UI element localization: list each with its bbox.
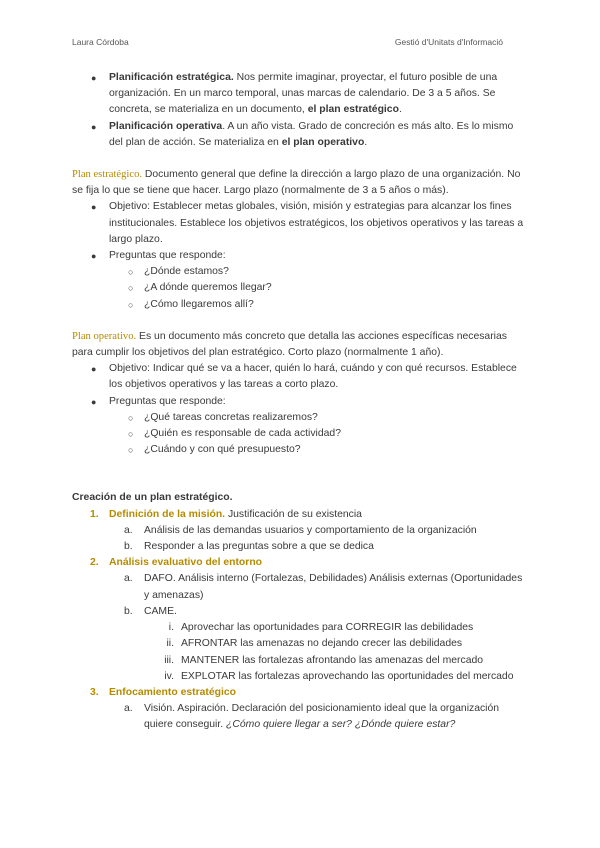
question-text: ¿Qué tareas concretas realizaremos? [144,411,318,423]
bullet-marker: ● [91,121,97,132]
sub-text: Visión. Aspiración. Declaración del posicionamiento ideal que la organización quiere conseguir. [144,703,500,731]
sub-text: CAME. [144,605,177,617]
term-label: Plan operativo. [72,330,137,342]
term-label: Plan estratégico. [72,169,143,181]
term-highlight: el plan operativo [281,136,365,148]
circle-marker: ○ [128,299,134,310]
header-subject: Gestió d'Unitats d'Informació [394,37,503,47]
term-highlight: el plan estratégico [307,104,399,116]
sub-item [72,539,528,555]
question-text: ¿Quién es responsable de cada actividad? [144,428,341,440]
sub-marker: b. [124,541,133,553]
question-item [72,426,528,442]
header-author: Laura Córdoba [72,37,129,47]
item-text-end: . [364,136,368,148]
roman-marker: i. [168,622,174,634]
step-item [72,555,528,571]
circle-marker: ○ [128,445,134,456]
step-title: Análisis evaluativo del entorno [109,557,263,569]
sub-marker: a. [124,524,133,536]
roman-marker: ii. [166,638,174,650]
step-item [72,507,528,523]
step-title: Enfocamiento estratégico [109,686,237,698]
question-text: ¿Cómo llegaremos allí? [144,298,254,310]
bullet-marker: ● [91,73,97,83]
list-item [72,248,528,264]
list-item [72,199,528,248]
objective-text: Objetivo: Establecer metas globales, visión, misión y estrategias para alcanzar los fines institucionales. Establece los objetivos estratégicos, los objetivos operativos y las tareas a largo plazo. [109,201,524,245]
creation-steps [72,507,528,734]
questions-label: Preguntas que responde: [109,250,226,262]
list-item [72,70,528,119]
circle-marker: ○ [128,429,134,440]
roman-marker: iii. [164,654,174,666]
question-item [72,297,528,313]
plan-estrategico-list [72,199,528,312]
objective-text: Objetivo: Indicar qué se va a hacer, quién lo hará, cuándo y con qué recursos. Establece los objetivos operativos y las tareas a corto plazo. [109,363,517,391]
circle-marker: ○ [128,412,134,423]
sub-item [72,523,528,539]
sub-text: Análisis de las demandas usuarios y comportamiento de la organización [144,524,477,536]
section-heading: Creación de un plan estratégico. [72,492,233,504]
plan-estrategico-definition [72,167,528,199]
plan-operativo-list [72,361,528,458]
plan-operativo-definition [72,329,528,361]
step-number: 1. [90,508,99,520]
term-label: Planificación operativa [109,120,223,132]
term-label: Planificación estratégica. [109,72,234,83]
step-title: Definición de la misión. [109,508,226,520]
question-item [72,264,528,280]
intro-list [72,70,528,151]
question-text: ¿A dónde queremos llegar? [144,282,272,294]
definition-text: Documento general que define la dirección a largo plazo de una organización. No se fija lo que se tiene que hacer. Largo plazo (normalmente de 3 a 5 años o más). [72,169,521,197]
roman-text: EXPLOTAR las fortalezas aprovechando las oportunidades del mercado [181,670,514,682]
roman-item [72,653,528,669]
list-item [72,394,528,410]
circle-marker: ○ [128,267,134,278]
question-text: ¿Dónde estamos? [144,266,229,278]
question-item [72,280,528,296]
step-item [72,685,528,701]
bullet-marker: ● [91,202,97,213]
roman-marker: iv. [164,670,174,682]
sub-text: Responder a las preguntas sobre a que se dedica [144,541,374,553]
step-number: 2. [90,557,99,569]
list-item [72,119,528,151]
sub-marker: a. [124,573,133,585]
bullet-marker: ● [91,396,97,407]
bullet-marker: ● [91,364,97,375]
bullet-marker: ● [91,251,97,262]
roman-text: AFRONTAR las amenazas no dejando crecer las debilidades [181,638,463,650]
sub-marker: a. [124,703,133,715]
question-item [72,410,528,426]
item-text: Nos permite imaginar, proyectar, el futuro posible de una organización. En un marco temporal, unas marcas de calendario. De 3 a 5 años. Se concreta, se materializa en un documento, [109,72,498,116]
roman-text: Aprovechar las oportunidades para CORREGIR las debilidades [181,622,474,634]
sub-marker: b. [124,605,133,617]
question-item [72,442,528,458]
item-text: . A un año vista. Grado de concreción es más alto. Es lo mismo del plan de acción. Se materializa en [109,120,514,148]
definition-text: Es un documento más concreto que detalla las acciones específicas necesarias para cumplir los objetivos del plan estratégico. Corto plazo (normalmente 1 año). [72,330,507,359]
item-text-end: . [398,104,402,116]
sub-item [72,571,528,603]
step-text: Justificación de su existencia [225,508,362,520]
question-text: ¿Cuándo y con qué presupuesto? [144,444,301,456]
step-number: 3. [90,686,99,698]
sub-text: DAFO. Análisis interno (Fortalezas, Debilidades) Análisis externas (Oportunidades y amenazas) [144,573,523,601]
questions-label: Preguntas que responde: [109,395,226,407]
roman-item [72,669,528,685]
roman-item [72,620,528,636]
document-body [72,70,528,734]
circle-marker: ○ [128,283,134,294]
list-item [72,361,528,393]
sub-item [72,701,528,733]
roman-item [72,636,528,652]
sub-item [72,604,528,620]
sub-text-italic: ¿Cómo quiere llegar a ser? ¿Dónde quiere estar? [226,719,456,731]
roman-text: MANTENER las fortalezas afrontando las amenazas del mercado [181,654,484,666]
